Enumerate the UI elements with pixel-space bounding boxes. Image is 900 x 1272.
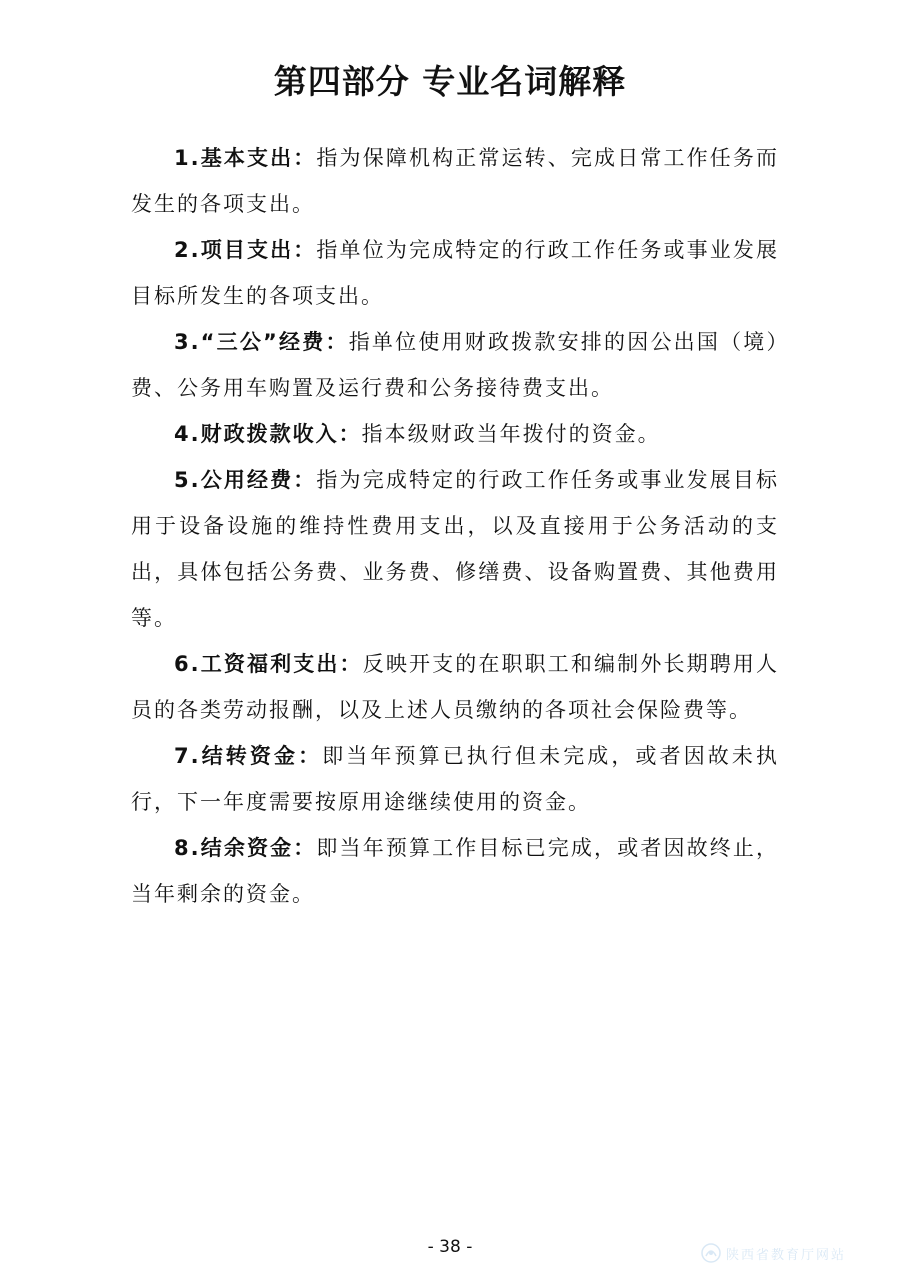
definition-term: 8.结余资金： xyxy=(174,836,317,860)
definition-item xyxy=(131,733,779,825)
definition-term: 5.公用经费： xyxy=(174,468,317,492)
definitions-list xyxy=(131,135,779,917)
definition-item xyxy=(131,135,779,227)
definition-text: 即当年预算工作目标已完成，或者因故终止，当年剩余的资金。 xyxy=(131,836,780,906)
definition-text: 反映开支的在职职工和编制外长期聘用人员的各类劳动报酬，以及上述人员缴纳的各项社会保险费等。 xyxy=(131,652,780,722)
definition-item xyxy=(131,457,779,641)
definition-term: 7.结转资金： xyxy=(174,744,323,768)
definition-text: 指单位使用财政拨款安排的因公出国（境）费、公务用车购置及运行费和公务接待费支出。 xyxy=(131,330,779,400)
definition-term: 1.基本支出： xyxy=(174,146,317,170)
watermark-text: 陕西省教育厅网站 xyxy=(726,1247,847,1263)
definition-text: 指本级财政当年拨付的资金。 xyxy=(361,422,661,446)
definition-item xyxy=(131,641,779,733)
definition-text: 指单位为完成特定的行政工作任务或事业发展目标所发生的各项支出。 xyxy=(131,238,780,308)
page-title: 第四部分 专业名词解释 xyxy=(273,62,627,101)
definition-term: 3.“三公”经费： xyxy=(174,330,349,354)
definition-term: 6.工资福利支出： xyxy=(174,652,363,676)
definition-term: 2.项目支出： xyxy=(174,238,317,262)
definition-text: 指为完成特定的行政工作任务或事业发展目标用于设备设施的维持性费用支出，以及直接用于公务活动的支出，具体包括公务费、业务费、修缮费、设备购置费、其他费用等。 xyxy=(131,468,780,630)
definition-item xyxy=(131,227,779,319)
page-number: - 38 - xyxy=(427,1237,473,1257)
definition-text: 指为保障机构正常运转、完成日常工作任务而发生的各项支出。 xyxy=(131,146,780,216)
definition-text: 即当年预算已执行但未完成，或者因故未执行，下一年度需要按原用途继续使用的资金。 xyxy=(131,744,780,814)
watermark-logo-icon xyxy=(700,1242,722,1264)
definition-item xyxy=(131,825,779,917)
definition-term: 4.财政拨款收入： xyxy=(174,422,362,446)
watermark xyxy=(700,1240,895,1266)
definition-item xyxy=(131,319,779,411)
definition-item xyxy=(131,411,779,457)
